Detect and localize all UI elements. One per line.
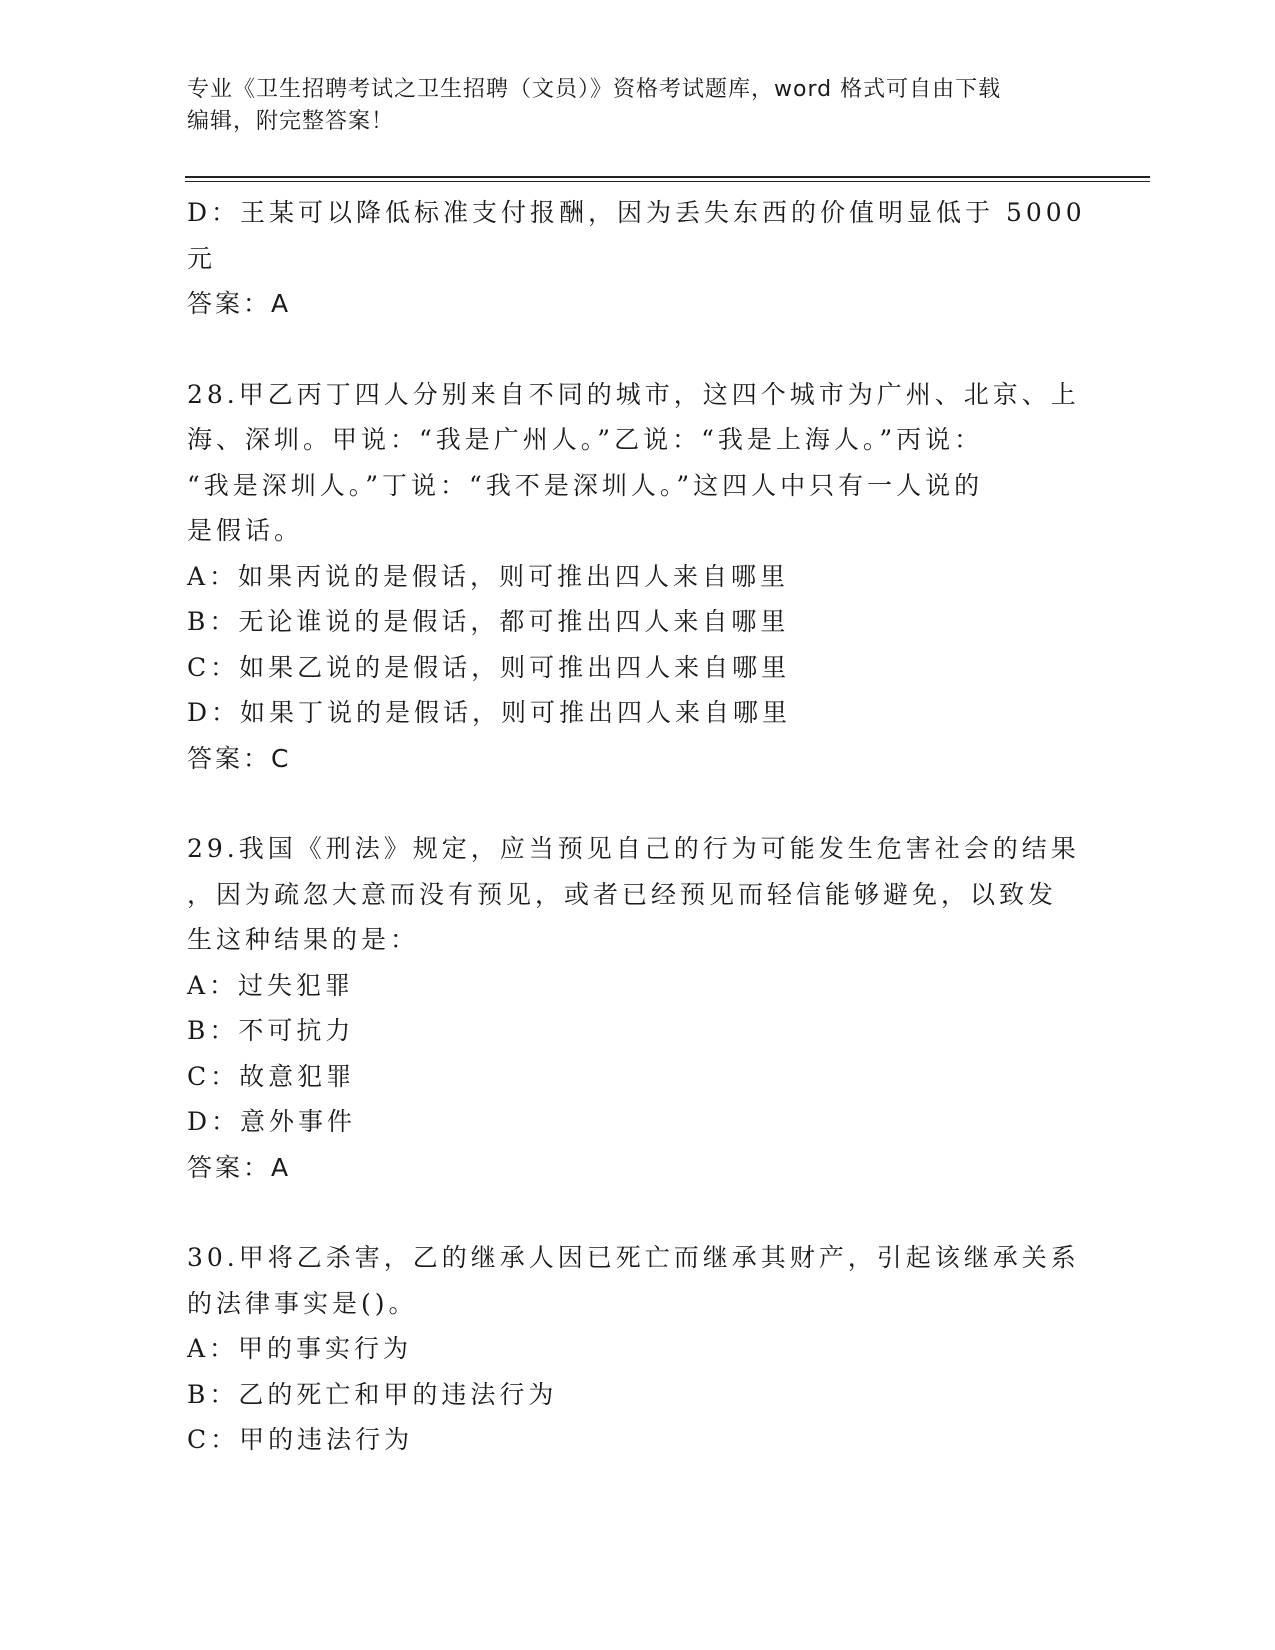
option-c: C：如果乙说的是假话，则可推出四人来自哪里: [187, 652, 791, 682]
answer-line: 答案：A: [187, 1152, 292, 1182]
question-30: [187, 1235, 1080, 1463]
question-stem-line: 生这种结果的是：: [187, 925, 420, 954]
question-29: [187, 826, 1080, 1190]
header-line-2: 编辑，附完整答案！: [187, 109, 395, 134]
question-stem-line: 海、深圳。甲说：“我是广州人。”乙说：“我是上海人。”丙说：: [187, 425, 984, 454]
header-divider-thin: [185, 181, 1150, 182]
question-stem-line: 是假话。: [187, 516, 304, 545]
header-divider-thick: [185, 176, 1150, 178]
question-stem-line: 30.甲将乙杀害，乙的继承人因已死亡而继承其财产，引起该继承关系: [187, 1243, 1080, 1272]
question-28: [187, 372, 1080, 782]
option-d: D：意外事件: [187, 1107, 357, 1136]
option-b: B：不可抗力: [187, 1016, 355, 1045]
option-a: A：过失犯罪: [187, 970, 355, 1000]
option-c: C：甲的违法行为: [187, 1425, 414, 1454]
question-stem-line: 28.甲乙丙丁四人分别来自不同的城市，这四个城市为广州、北京、上: [187, 379, 1080, 409]
previous-question-tail: [187, 190, 1086, 327]
option-d: D：王某可以降低标准支付报酬，因为丢失东西的价值明显低于 5000: [187, 198, 1086, 227]
question-stem-line: ，因为疏忽大意而没有预见，或者已经预见而轻信能够避免，以致发: [187, 879, 1058, 909]
header-line-1: 专业《卫生招聘考试之卫生招聘（文员）》资格考试题库，word 格式可自由下载: [187, 77, 1002, 102]
page-header: [187, 74, 1087, 138]
question-stem-line: 的法律事实是()。: [187, 1288, 418, 1318]
option-d-continuation: 元: [187, 243, 217, 273]
option-a: A：如果丙说的是假话，则可推出四人来自哪里: [187, 561, 790, 591]
option-b: B：乙的死亡和甲的违法行为: [187, 1379, 558, 1409]
option-a: A：甲的事实行为: [187, 1334, 413, 1363]
option-b: B：无论谁说的是假话，都可推出四人来自哪里: [187, 607, 790, 636]
option-d: D：如果丁说的是假话，则可推出四人来自哪里: [187, 698, 792, 727]
answer-line: 答案：A: [187, 289, 292, 318]
question-stem-line: “我是深圳人。”丁说：“我不是深圳人。”这四人中只有一人说的: [187, 470, 984, 500]
question-content: [187, 190, 1086, 1463]
option-c: C：故意犯罪: [187, 1061, 356, 1091]
question-stem-line: 29.我国《刑法》规定，应当预见自己的行为可能发生危害社会的结果: [187, 834, 1080, 863]
answer-line: 答案：C: [187, 743, 292, 773]
